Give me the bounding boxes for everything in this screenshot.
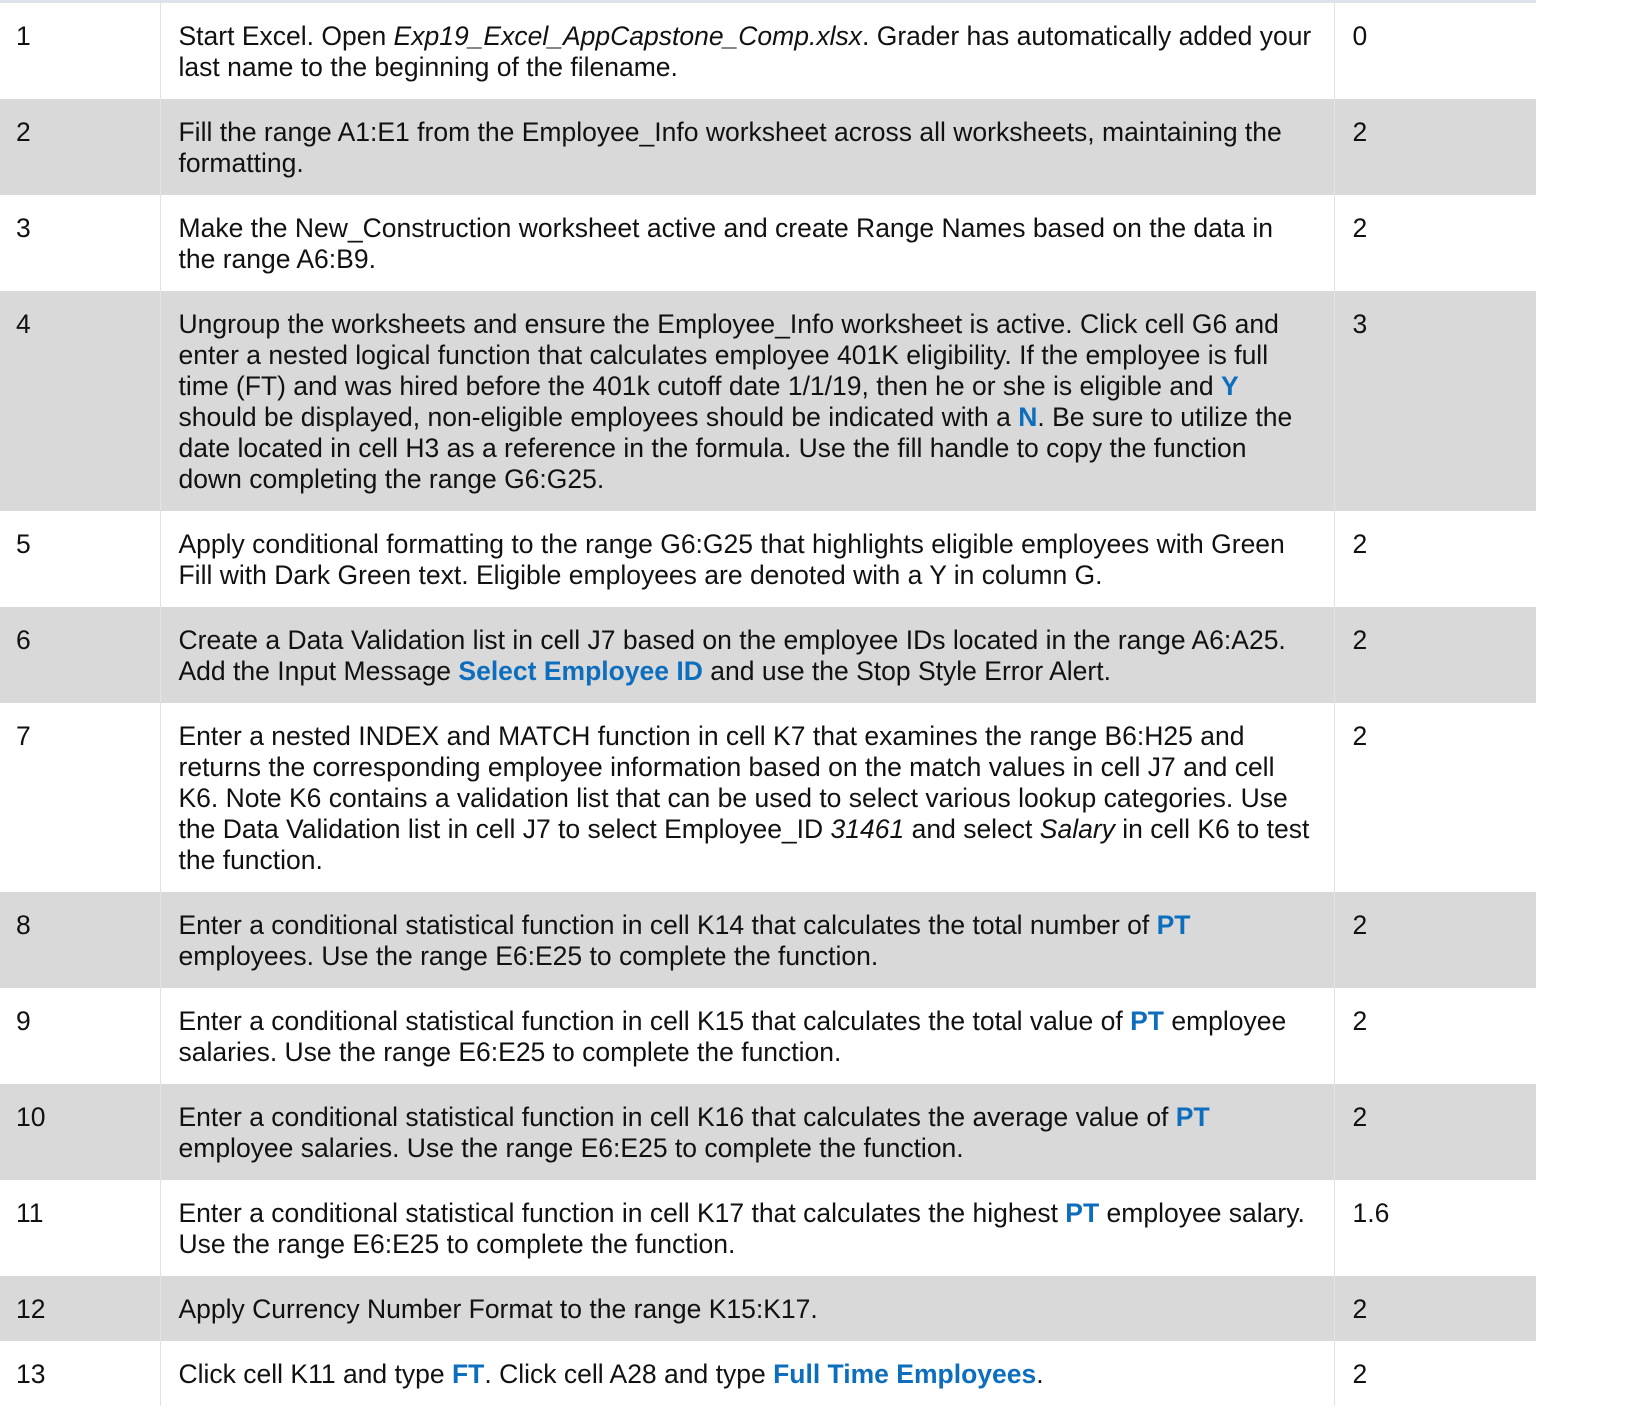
description-text: Create a Data Validation list in cell J7 based on the employee IDs located in the range A6:A25. Add the Input Message: [178, 625, 1286, 686]
description-text: should be displayed, non-eligible employees should be indicated with a: [178, 402, 1019, 432]
step-row: [0, 99, 1536, 195]
step-number: 13: [0, 1341, 160, 1406]
step-points: 2: [1334, 1084, 1536, 1180]
step-points: 2: [1334, 511, 1536, 607]
step-number: 5: [0, 511, 160, 607]
step-points: 1.6: [1334, 1180, 1536, 1276]
step-number: 6: [0, 607, 160, 703]
step-row: [0, 1276, 1536, 1341]
highlighted-text: PT: [1065, 1198, 1100, 1228]
step-number: 1: [0, 3, 160, 99]
description-text: Apply Currency Number Format to the range K15:K17.: [178, 1294, 818, 1324]
highlighted-text: PT: [1175, 1102, 1210, 1132]
step-points: 2: [1334, 607, 1536, 703]
highlighted-text: PT: [1130, 1006, 1164, 1036]
step-number: 3: [0, 195, 160, 291]
step-description: [160, 703, 1334, 892]
step-number: 8: [0, 892, 160, 988]
instructions-table: [0, 3, 1536, 1406]
step-number: 10: [0, 1084, 160, 1180]
highlighted-text: PT: [1156, 910, 1191, 940]
highlighted-text: Select Employee ID: [458, 656, 703, 686]
highlighted-text: Y: [1220, 371, 1239, 401]
step-row: [0, 1084, 1536, 1180]
description-text: employees. Use the range E6:E25 to complete the function.: [178, 941, 879, 971]
step-description: [160, 1276, 1334, 1341]
description-text: . Grader has automatically added your last name to the beginning of the filename.: [178, 21, 1312, 82]
step-points: 3: [1334, 291, 1536, 511]
step-points: 2: [1334, 703, 1536, 892]
step-row: [0, 892, 1536, 988]
step-points: 2: [1334, 99, 1536, 195]
instructions-table-body: [0, 3, 1536, 1406]
step-row: [0, 1341, 1536, 1406]
step-points: 0: [1334, 3, 1536, 99]
description-text: . Be sure to utilize the date located in cell H3 as a reference in the formula. Use the fill handle to copy the function down completing the range G6:G25.: [178, 402, 1293, 494]
step-description: [160, 988, 1334, 1084]
step-row: [0, 607, 1536, 703]
description-text: and use the Stop Style Error Alert.: [702, 656, 1111, 686]
italic-text: Salary: [1039, 814, 1115, 844]
step-number: 12: [0, 1276, 160, 1341]
description-text: . Click cell A28 and type: [484, 1359, 774, 1389]
step-description: [160, 1341, 1334, 1406]
step-description: [160, 892, 1334, 988]
step-row: [0, 195, 1536, 291]
description-text: Fill the range A1:E1 from the Employee_Info worksheet across all worksheets, maintaining the formatting.: [178, 117, 1282, 178]
step-row: [0, 3, 1536, 99]
description-text: employee salaries. Use the range E6:E25 to complete the function.: [178, 1133, 964, 1163]
step-points: 2: [1334, 988, 1536, 1084]
description-text: Enter a nested INDEX and MATCH function in cell K7 that examines the range B6:H25 and returns the corresponding employee information based on the match values in cell J7 and cell K6. Note K6 contains a validation list that can be used to select various lookup categories. Use the Data Validation list in cell J7 to select Employee_ID: [178, 721, 1288, 844]
description-text: Start Excel. Open: [178, 21, 394, 51]
highlighted-text: Full Time Employees: [773, 1359, 1037, 1389]
step-description: [160, 291, 1334, 511]
step-description: [160, 607, 1334, 703]
italic-text: 31461: [830, 814, 905, 844]
description-text: Enter a conditional statistical function in cell K14 that calculates the total number of: [178, 910, 1157, 940]
step-number: 2: [0, 99, 160, 195]
step-row: [0, 703, 1536, 892]
description-text: Enter a conditional statistical function in cell K16 that calculates the average value of: [178, 1102, 1176, 1132]
description-text: Apply conditional formatting to the range G6:G25 that highlights eligible employees with Green Fill with Dark Green text. Eligible employees are denoted with a Y in column G.: [178, 529, 1285, 590]
step-description: [160, 195, 1334, 291]
highlighted-text: N: [1018, 402, 1038, 432]
step-description: [160, 3, 1334, 99]
description-text: employee salary. Use the range E6:E25 to complete the function.: [178, 1198, 1305, 1259]
step-row: [0, 988, 1536, 1084]
step-points: 2: [1334, 1341, 1536, 1406]
step-row: [0, 511, 1536, 607]
step-points: 2: [1334, 195, 1536, 291]
step-description: [160, 1180, 1334, 1276]
description-text: in cell K6 to test the function.: [178, 814, 1310, 875]
description-text: Click cell K11 and type: [178, 1359, 452, 1389]
step-row: [0, 1180, 1536, 1276]
description-text: .: [1036, 1359, 1044, 1389]
step-number: 9: [0, 988, 160, 1084]
description-text: employee salaries. Use the range E6:E25 to complete the function.: [178, 1006, 1287, 1067]
description-text: Enter a conditional statistical function in cell K17 that calculates the highest: [178, 1198, 1066, 1228]
step-row: [0, 291, 1536, 511]
description-text: Make the New_Construction worksheet active and create Range Names based on the data in the range A6:B9.: [178, 213, 1273, 274]
step-description: [160, 511, 1334, 607]
highlighted-text: FT: [451, 1359, 485, 1389]
step-number: 7: [0, 703, 160, 892]
step-points: 2: [1334, 892, 1536, 988]
step-number: 4: [0, 291, 160, 511]
description-text: Enter a conditional statistical function in cell K15 that calculates the total value of: [178, 1006, 1131, 1036]
italic-text: Exp19_Excel_AppCapstone_Comp.xlsx: [393, 21, 862, 51]
step-description: [160, 1084, 1334, 1180]
step-points: 2: [1334, 1276, 1536, 1341]
description-text: Ungroup the worksheets and ensure the Employee_Info worksheet is active. Click cell G6 and enter a nested logical function that calculates employee 401K eligibility. If the employee is full time (FT) and was hired before the 401k cutoff date 1/1/19, then he or she is eligible and: [178, 309, 1279, 401]
description-text: and select: [904, 814, 1040, 844]
step-description: [160, 99, 1334, 195]
step-number: 11: [0, 1180, 160, 1276]
